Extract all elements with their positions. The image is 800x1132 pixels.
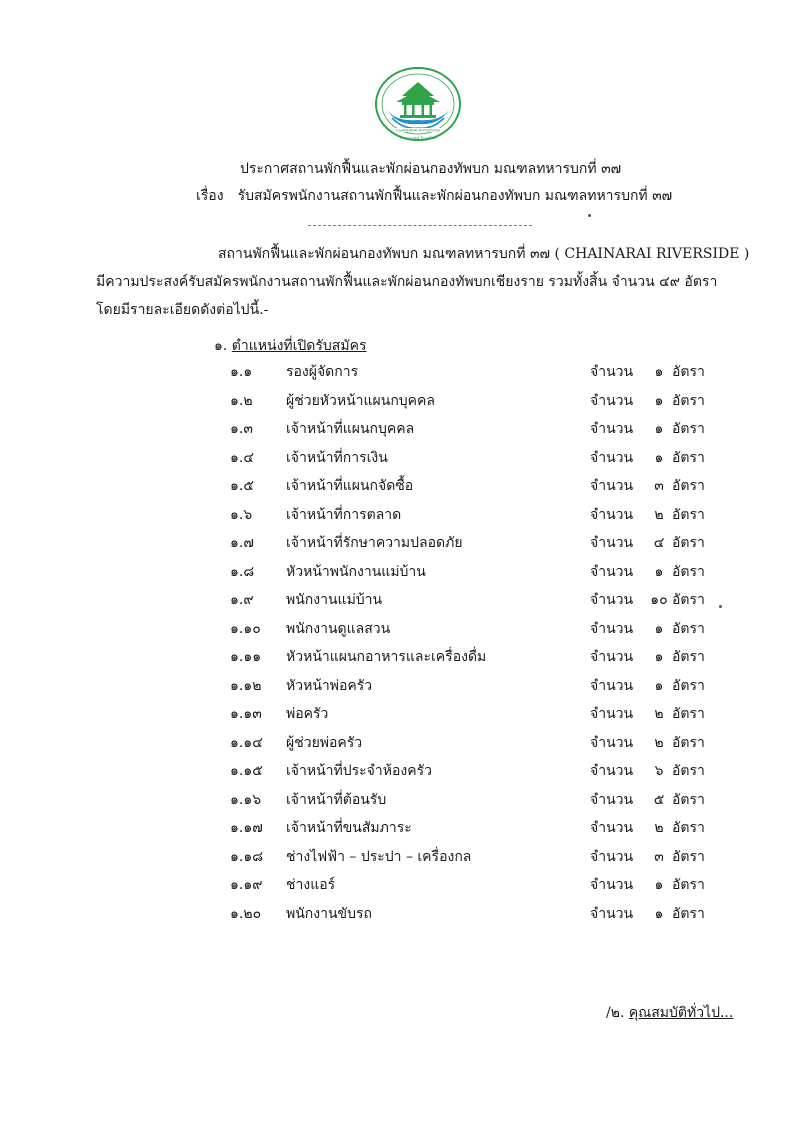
position-unit: อัตรา xyxy=(672,848,705,865)
position-count-label: จำนวน xyxy=(590,763,634,779)
position-row xyxy=(0,475,800,495)
position-unit: อัตรา xyxy=(672,620,705,637)
position-count-label: จำนวน xyxy=(590,535,634,551)
position-name: หัวหน้าแผนกอาหารและเครื่องดื่ม xyxy=(286,649,487,665)
position-unit: อัตรา xyxy=(672,392,705,409)
position-name: เจ้าหน้าที่ขนสัมภาระ xyxy=(286,820,412,836)
position-unit: อัตรา xyxy=(672,763,705,779)
position-count-label: จำนวน xyxy=(590,734,634,751)
position-count-label: จำนวน xyxy=(590,364,634,380)
position-name: หัวหน้าพนักงานแม่บ้าน xyxy=(286,563,426,580)
position-number: ๑.๑๓ xyxy=(230,706,262,722)
position-count-label: จำนวน xyxy=(590,592,634,608)
position-row xyxy=(0,646,800,666)
position-name: เจ้าหน้าที่แผนกบุคคล xyxy=(286,421,415,437)
position-row xyxy=(0,789,800,809)
intro-line-1: สถานพักฟื้นและพักผ่อนกองทัพบก มณฑลทหารบกที่ ๓๗ ( CHAINARAI RIVERSIDE ) xyxy=(218,246,750,262)
position-count: ๓ xyxy=(654,478,664,494)
position-count: ๑ xyxy=(654,877,664,893)
position-unit: อัตรา xyxy=(672,820,705,836)
position-count-label: จำนวน xyxy=(590,421,634,437)
position-number: ๑.๑๐ xyxy=(230,620,261,637)
position-name: เจ้าหน้าที่ประจำห้องครัว xyxy=(286,763,432,779)
position-number: ๑.๑๔ xyxy=(230,734,263,751)
position-count-label: จำนวน xyxy=(590,649,634,665)
position-unit: อัตรา xyxy=(672,706,705,722)
intro-line-2: มีความประสงค์รับสมัครพนักงานสถานพักฟื้นและพักผ่อนกองทัพบกเชียงราย รวมทั้งสิ้น จำนวน ๔๙ อัตรา xyxy=(96,274,718,290)
position-number: ๑.๔ xyxy=(230,449,254,466)
position-unit: อัตรา xyxy=(672,905,705,922)
section-title: ตำแหน่งที่เปิดรับสมัคร xyxy=(231,338,367,354)
position-name: พนักงานดูแลสวน xyxy=(286,620,391,637)
position-number: ๑.๘ xyxy=(230,563,255,580)
subject-label: เรื่อง xyxy=(196,188,224,204)
section-number: ๑. xyxy=(214,338,228,354)
position-name: ช่างไฟฟ้า – ประปา – เครื่องกล xyxy=(286,848,472,865)
position-row xyxy=(0,589,800,609)
position-row xyxy=(0,618,800,638)
section-heading xyxy=(214,337,366,355)
position-number: ๑.๑ xyxy=(230,364,253,380)
position-number: ๑.๑๙ xyxy=(230,877,263,893)
position-unit: อัตรา xyxy=(672,877,705,893)
position-count: ๑ xyxy=(654,649,664,665)
position-unit: อัตรา xyxy=(672,506,705,523)
continuation-next-section: คุณสมบัติทั่วไป... xyxy=(628,1005,734,1021)
logo-caption-th: ไชยนารายณ์ ริเวอร์ไซด์ xyxy=(399,136,437,140)
position-number: ๑.๑๘ xyxy=(230,848,264,865)
position-number: ๑.๗ xyxy=(230,535,254,551)
position-count-label: จำนวน xyxy=(590,706,634,722)
position-count-label: จำนวน xyxy=(590,478,634,494)
position-count: ๒ xyxy=(654,820,664,836)
intro-line-3: โดยมีรายละเอียดดังต่อไปนี้.- xyxy=(96,302,269,318)
position-name: เจ้าหน้าที่แผนกจัดซื้อ xyxy=(286,478,414,494)
position-count-label: จำนวน xyxy=(590,506,634,523)
position-number: ๑.๑๒ xyxy=(230,677,262,694)
position-unit: อัตรา xyxy=(672,677,705,694)
chainarai-riverside-logo xyxy=(372,64,464,150)
position-row xyxy=(0,561,800,581)
position-count-label: จำนวน xyxy=(590,677,634,694)
position-unit: อัตรา xyxy=(672,364,705,380)
position-number: ๑.๖ xyxy=(230,506,253,523)
position-count: ๖ xyxy=(654,763,664,779)
position-unit: อัตรา xyxy=(672,563,705,580)
position-unit: อัตรา xyxy=(672,421,705,437)
position-number: ๑.๑๕ xyxy=(230,763,263,779)
position-count-label: จำนวน xyxy=(590,791,634,808)
position-row xyxy=(0,504,800,524)
announcement-subject xyxy=(196,187,672,205)
position-count: ๑ xyxy=(654,364,664,380)
position-count-label: จำนวน xyxy=(590,392,634,409)
position-number: ๑.๙ xyxy=(230,592,254,608)
position-count-label: จำนวน xyxy=(590,449,634,466)
position-number: ๑.๑๗ xyxy=(230,820,263,836)
position-count: ๑ xyxy=(654,421,664,437)
position-row xyxy=(0,361,800,381)
subject-text: รับสมัครพนักงานสถานพักฟื้นและพักผ่อนกองทัพบก มณฑลทหารบกที่ ๓๗ xyxy=(237,188,673,204)
position-row xyxy=(0,675,800,695)
position-count: ๓ xyxy=(654,848,664,865)
position-count-label: จำนวน xyxy=(590,877,634,893)
position-number: ๑.๒ xyxy=(230,392,253,409)
position-number: ๑.๑๑ xyxy=(230,649,262,665)
position-count-label: จำนวน xyxy=(590,563,634,580)
position-count-label: จำนวน xyxy=(590,620,634,637)
position-name: เจ้าหน้าที่รักษาความปลอดภัย xyxy=(286,535,463,551)
position-row xyxy=(0,874,800,894)
position-number: ๑.๒๐ xyxy=(230,905,262,922)
position-count: ๒ xyxy=(654,506,664,523)
position-name: เจ้าหน้าที่ต้อนรับ xyxy=(286,791,387,808)
position-count: ๑ xyxy=(654,905,664,922)
position-row xyxy=(0,418,800,438)
position-name: พนักงานขับรถ xyxy=(286,905,372,922)
position-count: ๒ xyxy=(654,734,664,751)
position-name: ผู้ช่วยพ่อครัว xyxy=(286,734,363,751)
position-unit: อัตรา xyxy=(672,734,705,751)
position-row xyxy=(0,532,800,552)
position-count: ๑ xyxy=(654,620,664,637)
position-row xyxy=(0,390,800,410)
position-row xyxy=(0,703,800,723)
position-number: ๑.๓ xyxy=(230,421,253,437)
position-row xyxy=(0,817,800,837)
position-number: ๑.๕ xyxy=(230,478,254,494)
continuation-prefix: /๒. xyxy=(606,1005,625,1021)
continuation-note xyxy=(606,1004,733,1022)
position-number: ๑.๑๖ xyxy=(230,791,262,808)
logo-caption-en: CHAINARAI RIVERSIDE xyxy=(395,127,441,133)
position-count: ๕ xyxy=(653,791,665,808)
position-name: รองผู้จัดการ xyxy=(286,364,359,380)
position-unit: อัตรา xyxy=(672,592,705,608)
position-name: ช่างแอร์ xyxy=(286,877,336,893)
header-divider xyxy=(308,225,532,226)
position-name: หัวหน้าพ่อครัว xyxy=(286,677,373,694)
position-unit: อัตรา xyxy=(672,535,705,551)
position-unit: อัตรา xyxy=(672,449,705,466)
position-count: ๑ xyxy=(654,563,664,580)
position-name: เจ้าหน้าที่การตลาด xyxy=(286,506,402,523)
position-count-label: จำนวน xyxy=(590,905,634,922)
position-row xyxy=(0,760,800,780)
position-row xyxy=(0,732,800,752)
position-count: ๑ xyxy=(654,677,664,694)
announcement-title: ประกาศสถานพักฟื้นและพักผ่อนกองทัพบก มณฑลทหารบกที่ ๓๗ xyxy=(240,161,622,177)
position-unit: อัตรา xyxy=(672,649,705,665)
position-count-label: จำนวน xyxy=(590,848,634,865)
position-count: ๑ xyxy=(654,392,664,409)
position-name: เจ้าหน้าที่การเงิน xyxy=(286,449,388,466)
position-unit: อัตรา xyxy=(672,478,705,494)
position-count: ๒ xyxy=(654,706,664,722)
position-count: ๔ xyxy=(653,535,665,551)
position-count-label: จำนวน xyxy=(590,820,634,836)
position-row xyxy=(0,447,800,467)
position-row xyxy=(0,846,800,866)
position-count: ๑๐ xyxy=(650,592,668,608)
scan-speck xyxy=(719,605,722,608)
position-name: ผู้ช่วยหัวหน้าแผนกบุคคล xyxy=(286,392,435,409)
position-row xyxy=(0,903,800,923)
position-name: พนักงานแม่บ้าน xyxy=(286,592,383,608)
position-unit: อัตรา xyxy=(672,791,705,808)
position-count: ๑ xyxy=(654,449,664,466)
scan-speck xyxy=(588,214,591,217)
position-name: พ่อครัว xyxy=(286,706,329,722)
